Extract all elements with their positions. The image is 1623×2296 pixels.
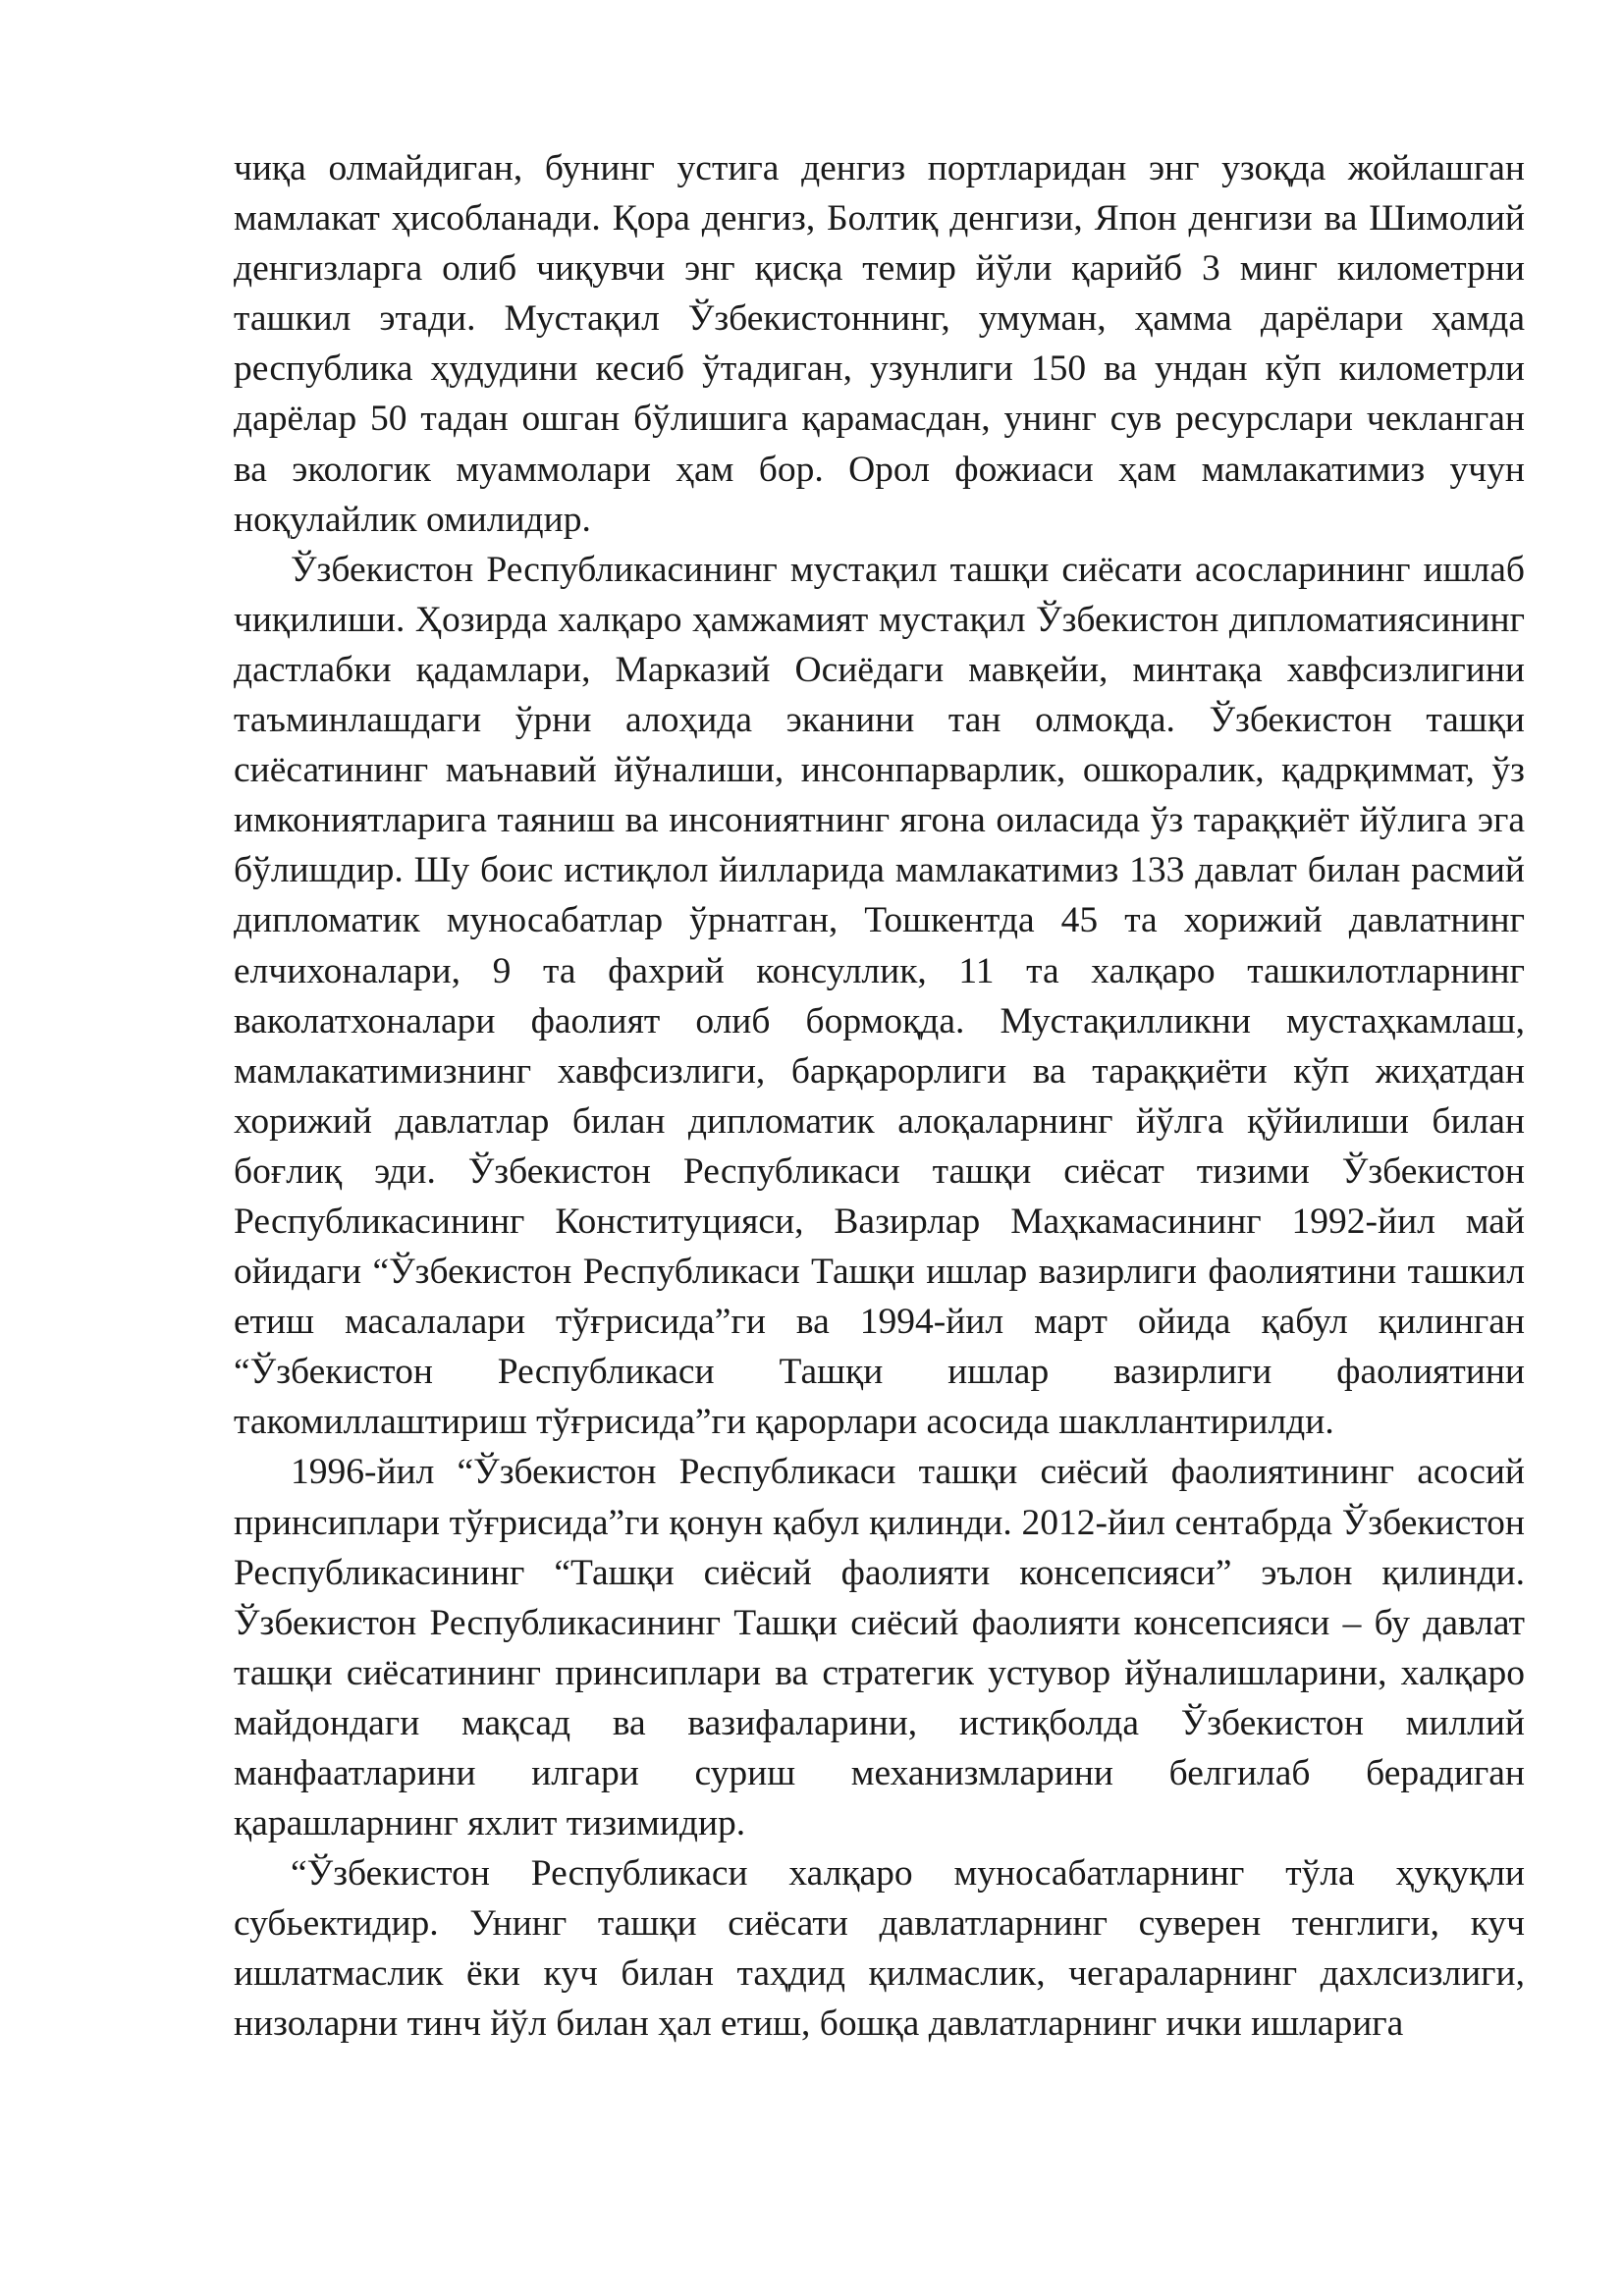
paragraph-4: “Ўзбекистон Республикаси халқаро муносабатларнинг тўла ҳуқуқли субьектидир. Унинг ташқи сиёсати давлатларнинг суверен тенглиги, куч ишлатмаслик ёки куч билан таҳдид қилмаслик, чегараларнинг дахлсизлиги, низоларни тинч йўл билан ҳал етиш, бошқа давлатларнинг ички ишларига xyxy=(234,1853,1525,2045)
paragraph-3: 1996-йил “Ўзбекистон Республикаси ташқи сиёсий фаолиятининг асосий принсиплари тўғрисида”ги қонун қабул қилинди. 2012-йил сентабрда Ўзбекистон Республикасининг “Ташқи сиёсий фаолияти консепсияси” эълон қилинди. Ўзбекистон Республикасининг Ташқи сиёсий фаолияти консепсияси – бу давлат ташқи сиёсатининг принсиплари ва стратегик устувор йўналишларини, халқаро майдондаги мақсад ва вазифаларини, истиқболда Ўзбекистон миллий манфаатларини илгари суриш механизмларини белгилаб берадиган қарашларнинг яхлит тизимидир. xyxy=(234,1452,1525,1844)
paragraph-2: Ўзбекистон Республикасининг мустақил ташқи сиёсати асосларининг ишлаб чиқилиши. Ҳозирда халқаро ҳамжамият мустақил Ўзбекистон дипломатиясининг дастлабки қадамлари, Марказий Осиёдаги мавқейи, минтақа хавфсизлигини таъминлашдаги ўрни алоҳида эканини тан олмоқда. Ўзбекистон ташқи сиёсатининг маънавий йўналиши, инсонпарварлик, ошкоралик, қадрқиммат, ўз имкониятларига таяниш ва инсониятнинг ягона оиласида ўз тараққиёт йўлига эга бўлишдир. Шу боис истиқлол йилларида мамлакатимиз 133 давлат билан расмий дипломатик муносабатлар ўрнатган, Тошкентда 45 та хорижий давлатнинг елчихоналари, 9 та фахрий консуллик, 11 та халқаро ташкилотларнинг ваколатхоналари фаолият олиб бормоқда. Мустақилликни мустаҳкамлаш, мамлакатимизнинг хавфсизлиги, барқарорлиги ва тараққиёти кўп жиҳатдан хорижий давлатлар билан дипломатик алоқаларнинг йўлга қўйилиши билан боғлиқ эди. Ўзбекистон Республикаси ташқи сиёсат тизими Ўзбекистон Республикасининг Конституцияси, Вазирлар Маҳкамасининг 1992-йил май ойидаги “Ўзбекистон Республикаси Ташқи ишлар вазирлиги фаолиятини ташкил етиш масалалари тўғрисида”ги ва 1994-йил март ойида қабул қилинган “Ўзбекистон Республикаси Ташқи ишлар вазирлиги фаолиятини такомиллаштириш тўғрисида”ги қарорлари асосида шакллантирилди. xyxy=(234,549,1525,1443)
paragraph-1: чиқа олмайдиган, бунинг устига денгиз портларидан энг узоқда жойлашган мамлакат ҳисобланади. Қора денгиз, Болтиқ денгизи, Япон денгизи ва Шимолий денгизларга олиб чиқувчи энг қисқа темир йўли қарийб 3 минг километрни ташкил этади. Мустақил Ўзбекистоннинг, умуман, ҳамма дарёлари ҳамда республика ҳудудини кесиб ўтадиган, узунлиги 150 ва ундан кўп километрли дарёлар 50 тадан ошган бўлишига қарамасдан, унинг сув ресурслари чекланган ва экологик муаммолари ҳам бор. Орол фожиаси ҳам мамлакатимиз учун ноқулайлик омилидир. xyxy=(234,148,1525,540)
body-text xyxy=(234,143,1525,2050)
